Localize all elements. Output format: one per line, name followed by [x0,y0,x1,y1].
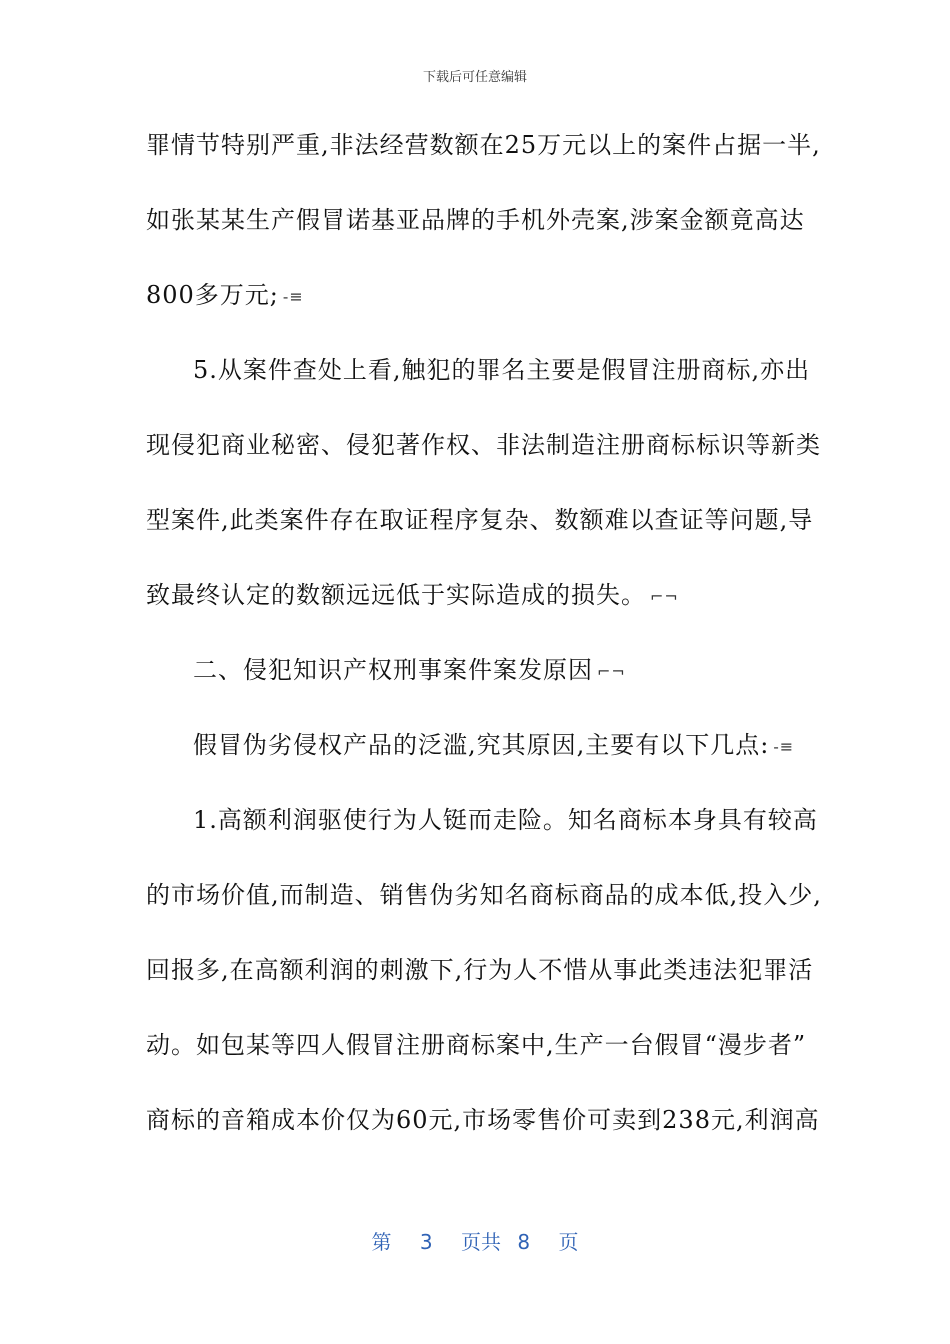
text-line-6 [146,505,950,535]
text-line-content: 回报多,在高额利润的刺激下,行为人不惜从事此类违法犯罪活 [146,956,814,984]
text-line-content: 5.从案件查处上看,触犯的罪名主要是假冒注册商标,亦出 [193,356,811,384]
text-line-10 [193,805,950,835]
text-line-11 [146,880,950,910]
text-line-2 [146,205,950,235]
text-line-13 [146,1030,950,1060]
text-line-7 [146,580,950,612]
text-line-14 [146,1105,950,1135]
text-line-3 [146,280,950,312]
text-line-9 [193,730,950,762]
text-line-1 [146,130,950,160]
paragraph-mark-icon: -≡ [282,286,304,306]
page-total-label: 页共 [461,1230,501,1254]
text-line-8 [193,655,950,687]
page-current: 3 [419,1230,433,1254]
text-line-content: 的市场价值,而制造、销售伪劣知名商标商品的成本低,投入少, [146,881,822,909]
paragraph-mark-icon: -≡ [773,736,795,756]
section-heading: 二、侵犯知识产权刑事案件案发原因 [193,656,593,684]
page-header-note: 下载后可任意编辑 [422,70,527,85]
text-line-content: 致最终认定的数额远远低于实际造成的损失。 [146,581,646,609]
text-line-12 [146,955,950,985]
text-line-5 [146,430,950,460]
text-line-content: 假冒伪劣侵权产品的泛滥,究其原因,主要有以下几点: [193,731,770,759]
page-suffix: 页 [558,1230,579,1254]
page-number-footer [0,1226,950,1255]
page-label: 第 [371,1230,392,1254]
text-line-content: 如张某某生产假冒诺基亚品牌的手机外壳案,涉案金额竟高达 [146,206,805,234]
text-line-content: 型案件,此类案件存在取证程序复杂、数额难以查证等问题,导 [146,506,814,534]
text-line-content: 罪情节特别严重,非法经营数额在25万元以上的案件占据一半, [146,131,821,159]
paragraph-mark-icon: ⌐¬ [650,586,679,606]
text-line-content: 800多万元; [146,281,279,309]
text-line-content: 动。如包某等四人假冒注册商标案中,生产一台假冒“漫步者” [146,1031,807,1059]
text-line-content: 商标的音箱成本价仅为60元,市场零售价可卖到238元,利润高 [146,1106,820,1134]
text-line-4 [193,355,950,385]
text-line-content: 现侵犯商业秘密、侵犯著作权、非法制造注册商标标识等新类 [146,431,821,459]
text-line-content: 1.高额利润驱使行为人铤而走险。知名商标本身具有较高 [193,806,818,834]
paragraph-mark-icon: ⌐¬ [597,661,626,681]
page-total: 8 [517,1230,531,1254]
